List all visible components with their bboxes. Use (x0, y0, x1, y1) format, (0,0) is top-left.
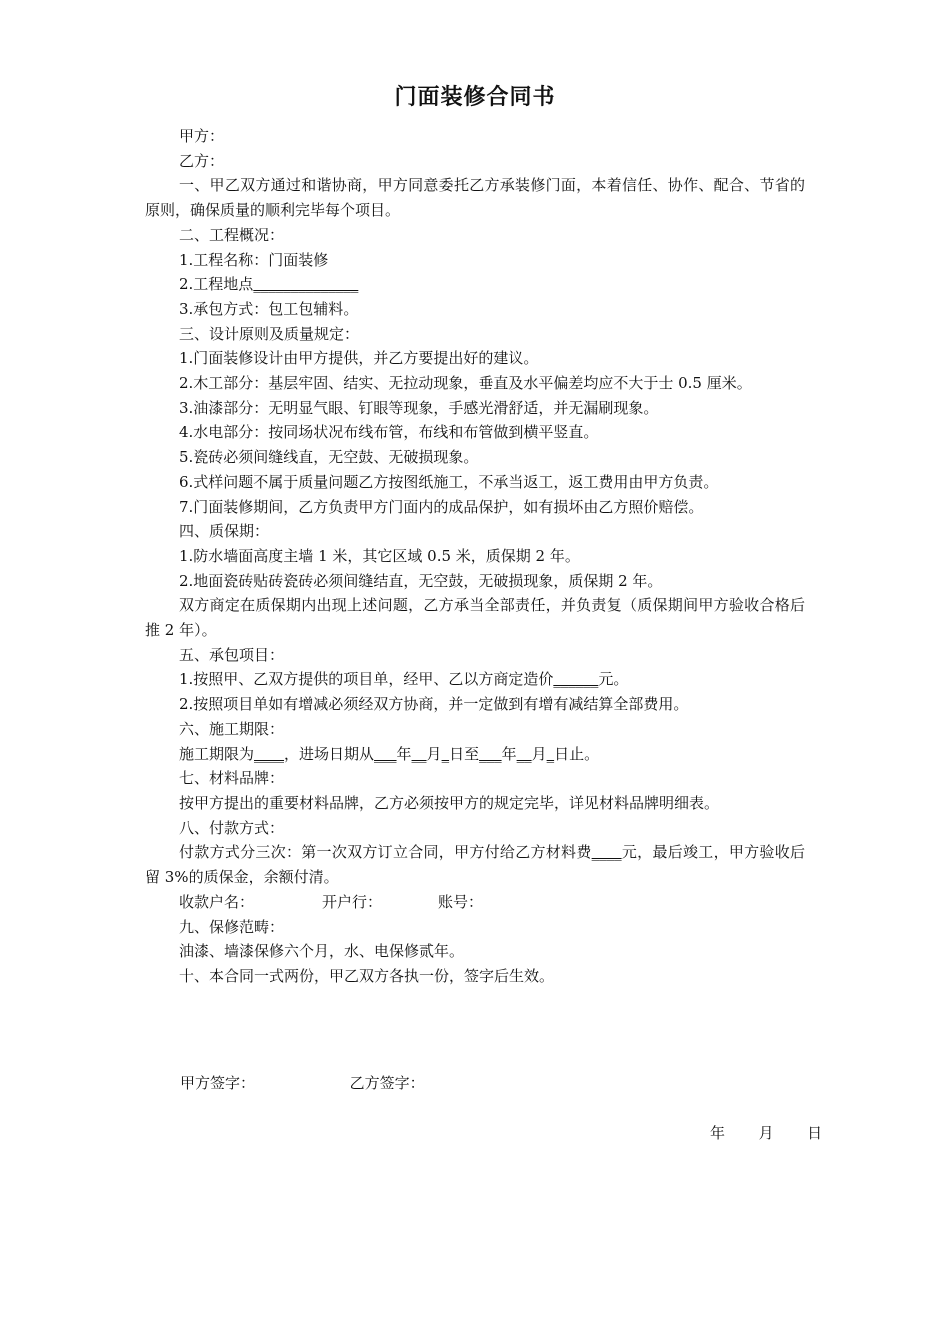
clause-text: 付款方式分三次：第一次双方订立合同，甲方付给乙方材料费 (179, 843, 592, 862)
party-b-signature-label: 乙方签字： (349, 1074, 425, 1092)
clause-item (145, 667, 805, 692)
clause-item: 7.门面装修期间，乙方负责甲方门面内的成品保护，如有损坏由乙方照价赔偿。 (179, 497, 704, 516)
section-heading: 二、工程概况： (179, 225, 285, 244)
intro-clause: 一、甲乙双方通过和谐协商，甲方同意委托乙方承装修门面，本着信任、协作、配合、节省的原则，确保质量的顺利完毕每个项目。 (145, 176, 805, 220)
section-heading: 三、设计原则及质量规定： (179, 324, 360, 343)
clause-text: 元，最后竣工，甲方验收后留 3%的质保金，余额付清。 (145, 843, 805, 887)
blank-field: __ (411, 744, 427, 763)
account-name-label: 收款户名： (179, 892, 255, 911)
section-heading: 八、付款方式： (179, 818, 285, 837)
clause-text: ，进场日期从 (284, 744, 375, 763)
clause-item: 5.瓷砖必须间缝线直，无空鼓、无破损现象。 (179, 448, 479, 467)
blank-field: ___ (374, 744, 397, 763)
clause-item (145, 840, 805, 889)
document-title: 门面装修合同书 (394, 84, 556, 110)
clause-item: 3.承包方式：包工包辅料。 (179, 299, 359, 318)
clause-item: 3.油漆部分：无明显气眼、钉眼等现象，手感光滑舒适，并无漏刷现象。 (179, 398, 659, 417)
clause-item: 双方商定在质保期内出现上述问题，乙方承当全部责任，并负责复（质保期间甲方验收合格后推 2 年）。 (145, 596, 805, 640)
blank-field: ______________ (253, 275, 359, 294)
blank-field: ___ (479, 744, 502, 763)
section-heading: 七、材料品牌： (179, 769, 285, 788)
clause-text: 年 (501, 744, 517, 763)
blank-field: ______ (553, 670, 599, 689)
clause-text: 元。 (598, 670, 629, 689)
blank-field: ____ (591, 843, 622, 862)
clause-text: 日止。 (554, 744, 600, 763)
date-line (710, 1122, 822, 1143)
blank-field: ____ (254, 744, 285, 763)
bank-info-line (145, 890, 805, 915)
clause-text: 1.按照甲、乙双方提供的项目单，经甲、乙以方商定造价 (179, 670, 554, 689)
bank-label: 开户行： (322, 892, 383, 911)
clause-text: 年 (396, 744, 412, 763)
clause-item: 6.式样问题不属于质量问题乙方按图纸施工，不承当返工，返工费用由甲方负责。 (179, 472, 719, 491)
clause-item: 4.水电部分：按同场状况布线布管，布线和布管做到横平竖直。 (179, 423, 599, 442)
date-month: 月 (758, 1124, 774, 1142)
party-a-signature-label: 甲方签字： (180, 1074, 256, 1092)
clause-item: 按甲方提出的重要材料品牌，乙方必须按甲方的规定完毕，详见材料品牌明细表。 (179, 793, 720, 812)
section-heading: 四、质保期： (179, 522, 270, 541)
section-heading: 五、承包项目： (179, 645, 285, 664)
clause-item: 1.工程名称：门面装修 (179, 250, 329, 269)
blank-field: __ (516, 744, 532, 763)
date-year: 年 (710, 1124, 726, 1142)
section-heading: 六、施工期限： (179, 719, 285, 738)
contract-body (145, 124, 805, 989)
clause-text: 施工期限为 (179, 744, 255, 763)
clause-item (145, 742, 805, 767)
clause-item: 1.门面装修设计由甲方提供，并乙方要提出好的建议。 (179, 349, 539, 368)
party-b-line: 乙方： (179, 151, 225, 170)
blank-field: _ (546, 744, 555, 763)
party-a-line: 甲方： (179, 127, 225, 145)
date-day: 日 (807, 1124, 823, 1142)
clause-item: 2.按照项目单如有增减必须经双方协商，并一定做到有增有减结算全部费用。 (179, 695, 689, 714)
clause-text: 月 (426, 744, 442, 763)
signature-row (180, 1072, 425, 1093)
clause-item: 2.木工部分：基层牢固、结实、无拉动现象，垂直及水平偏差均应不大于士 0.5 厘米。 (179, 374, 752, 393)
clause-text: 日至 (449, 744, 480, 763)
section-heading: 十、本合同一式两份，甲乙双方各执一份，签字后生效。 (179, 966, 555, 985)
account-number-label: 账号： (438, 892, 484, 911)
clause-item: 油漆、墙漆保修六个月，水、电保修贰年。 (179, 942, 465, 961)
clause-text: 月 (531, 744, 547, 763)
clause-label: 2.工程地点 (179, 275, 254, 294)
section-heading: 九、保修范畴： (179, 917, 285, 936)
clause-item: 1.防水墙面高度主墙 1 米，其它区域 0.5 米，质保期 2 年。 (179, 546, 580, 565)
blank-field: _ (441, 744, 450, 763)
clause-item (145, 272, 805, 297)
clause-item: 2.地面瓷砖贴砖瓷砖必须间缝结直，无空鼓，无破损现象，质保期 2 年。 (179, 571, 663, 590)
